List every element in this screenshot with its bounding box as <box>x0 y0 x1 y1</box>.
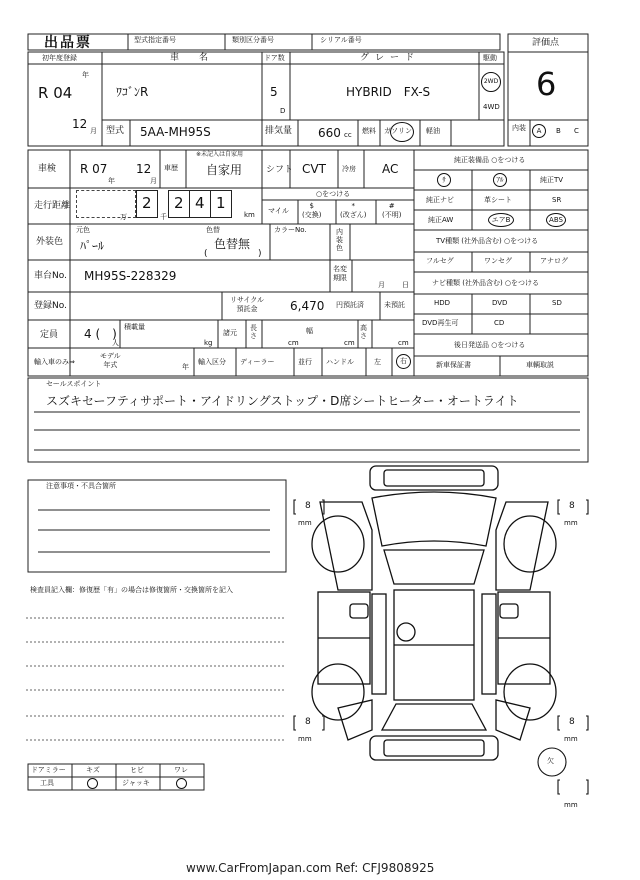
sales-point-label: セールスポイント <box>46 380 102 388</box>
doors-sub: D <box>280 107 286 115</box>
tamper-label: * (改ざん) <box>340 202 367 219</box>
jack-circled-mark <box>176 778 187 789</box>
legend-header-scratch: キズ <box>86 766 100 774</box>
legend-header-mirror: ドアミラー <box>31 766 66 774</box>
displacement-unit: cc <box>344 131 352 139</box>
height-unit: cm <box>398 339 409 347</box>
load-unit: kg <box>204 339 213 347</box>
recycle-label: リサイクル 預託金 <box>230 296 265 313</box>
color-no-label: カラーNo. <box>274 226 307 234</box>
chassis-label: 車台No. <box>34 271 67 281</box>
mileage-digit-4: 2 <box>174 194 184 212</box>
color-label: 外装色 <box>36 237 64 247</box>
ac-value: AC <box>382 162 399 176</box>
right-circled: 右 <box>396 354 411 369</box>
genuine-item-9: ABS <box>546 213 566 227</box>
genuine-title: 純正装備品 ○をつける <box>454 156 526 164</box>
tread-rear-left: 8 <box>305 717 311 727</box>
mileage-check-note: ○をつける <box>316 190 351 198</box>
mile-label: マイル <box>268 207 289 215</box>
name-change-day: 日 <box>402 281 409 289</box>
genuine-item-7: 純正AW <box>428 216 454 224</box>
tread-rr-unit: mm <box>564 735 578 743</box>
dims-label: 諸元 <box>223 329 237 337</box>
height-label: 高さ <box>360 324 367 340</box>
interior-c: C <box>574 127 579 135</box>
navi-item-4: DVD再生可 <box>422 319 459 327</box>
docs-item-2: 車輌取説 <box>526 361 554 369</box>
model-approval-label: 型式指定番号 <box>134 36 176 44</box>
car-diagram <box>312 466 556 760</box>
doors-value: 5 <box>270 85 278 99</box>
tread-front-left: 8 <box>305 501 311 511</box>
inspection-year-unit: 年 <box>108 177 115 185</box>
tv-item-3: アナログ <box>540 257 568 265</box>
form-title: 出品票 <box>44 35 92 51</box>
length-unit: cm <box>288 339 299 347</box>
model-year-label: モデル 年式 <box>100 352 121 369</box>
name-change-label: 名変 期限 <box>333 265 347 282</box>
man-unit: 万 <box>120 213 127 221</box>
mileage-digit-3: 2 <box>142 194 152 212</box>
inspection-year: R 07 <box>80 162 108 176</box>
reg-no-label: 登録No. <box>34 301 67 311</box>
capacity-value: 4 ( ) <box>84 327 117 341</box>
fuel-label: 燃料 <box>362 127 376 135</box>
navi-item-3: SD <box>552 299 562 307</box>
navi-item-2: DVD <box>492 299 508 307</box>
color-change-value: 色替無 <box>214 237 251 251</box>
tread-fr-unit: mm <box>564 519 578 527</box>
handle-label: ハンドル <box>326 358 354 366</box>
first-reg-year-unit: 年 <box>82 71 89 79</box>
dealer-label: ディーラー <box>240 358 275 366</box>
length-label: 長さ <box>250 324 257 340</box>
drive-label: 駆動 <box>483 54 497 62</box>
drive-4wd: 4WD <box>483 103 500 111</box>
interior-b: B <box>556 127 561 135</box>
name-change-month: 月 <box>378 281 385 289</box>
grade-label: グレード <box>360 53 421 63</box>
tv-title: TV種類 (社外品含む) ○をつける <box>436 237 539 245</box>
tools-circled-mark <box>87 778 98 789</box>
inspection-month: 12 <box>136 162 152 176</box>
genuine-item-1: ｻ <box>437 173 451 187</box>
capacity-label: 定員 <box>40 330 59 340</box>
inspection-month-unit: 月 <box>150 177 157 185</box>
first-reg-era-year: R 04 <box>38 84 73 102</box>
import-label: 輸入車のみ⇒ <box>34 358 75 366</box>
navi-title: ナビ種類 (社外品含む) ○をつける <box>432 279 540 287</box>
diesel-label: 軽油 <box>426 127 440 135</box>
history-note: ※未記入は自家用 <box>196 151 244 158</box>
parallel-label: 並行 <box>298 358 312 366</box>
mileage-digit-6: 1 <box>216 194 226 212</box>
tread-front-right: 8 <box>569 501 575 511</box>
fuel-circle-mark <box>390 122 414 142</box>
footer-watermark: www.CarFromJapan.com Ref: CFJ9808925 <box>186 861 435 875</box>
history-label: 車歴 <box>164 164 178 172</box>
tv-item-1: フルセグ <box>426 257 454 265</box>
sen-unit: 千 <box>160 213 167 221</box>
model-label: 型式 <box>106 126 125 136</box>
navi-item-5: CD <box>494 319 505 327</box>
spare-tire-label: 欠 <box>547 757 554 765</box>
orig-color-label: 元色 <box>76 226 90 234</box>
car-name-label: 車名 <box>170 53 229 63</box>
load-label: 積載量 <box>124 323 145 331</box>
km-unit: km <box>244 211 255 219</box>
left-label: 左 <box>374 358 381 366</box>
genuine-item-5: 革シート <box>484 196 512 204</box>
spare-unit: mm <box>564 801 578 809</box>
genuine-item-3: 純正TV <box>540 176 564 184</box>
mileage-label: 走行距離 <box>34 201 71 211</box>
grade-points-label: 評価点 <box>532 38 560 48</box>
interior-a-circled: A <box>532 124 546 138</box>
car-name-value: ﾜｺﾞﾝR <box>116 85 149 99</box>
docs-title: 後日発送品 ○をつける <box>454 341 526 349</box>
recycle-status: 円預託済 <box>336 301 364 309</box>
capacity-unit: 人 <box>112 339 119 347</box>
displacement-label: 排気量 <box>265 126 293 136</box>
legend-header-broken: ワレ <box>174 766 188 774</box>
recycle-unpaid: 未預託 <box>384 301 405 309</box>
legend-header-crack: ヒビ <box>130 766 144 774</box>
recycle-value: 6,470 <box>290 299 325 313</box>
grade-value: HYBRID FX-S <box>346 85 431 99</box>
color-change-label: 色替 <box>206 226 220 234</box>
mileage-box-group-1 <box>76 190 136 218</box>
mileage-divider-2 <box>210 190 211 218</box>
inspection-label: 車検 <box>38 164 57 174</box>
docs-item-1: 新車保証書 <box>436 361 471 369</box>
mileage-divider-1 <box>189 190 190 218</box>
legend-tools: 工具 <box>40 779 54 787</box>
interior-label: 内装 <box>512 124 526 132</box>
color-paren-open: ( <box>204 249 208 259</box>
displacement-value: 660 <box>318 126 341 140</box>
grade-points-value: 6 <box>536 65 557 103</box>
orig-color-value: ﾊﾟｰﾙ <box>80 239 105 253</box>
mileage-digit-5: 4 <box>195 194 205 212</box>
sales-point-text: スズキセーフティサポート・アイドリングストップ・D席シートヒーター・オートライト <box>46 394 519 408</box>
chassis-value: MH95S-228329 <box>84 269 177 283</box>
first-reg-month-unit: 月 <box>90 127 97 135</box>
first-reg-label: 初年度登録 <box>42 54 77 62</box>
genuine-item-4: 純正ナビ <box>426 196 454 204</box>
caution-label: 注意事項・不具合箇所 <box>46 482 116 490</box>
history-value: 自家用 <box>206 163 243 177</box>
tread-fl-unit: mm <box>298 519 312 527</box>
genuine-item-6: SR <box>552 196 562 204</box>
genuine-item-2: ｱﾙ <box>493 173 507 187</box>
model-value: 5AA-MH95S <box>140 125 211 139</box>
import-type-label: 輸入区分 <box>198 358 226 366</box>
class-no-label: 類別区分番号 <box>232 36 274 44</box>
unknown-label: # (不明) <box>382 202 402 219</box>
width-unit: cm <box>344 339 355 347</box>
shift-label: シフト <box>266 165 294 175</box>
tread-rear-right: 8 <box>569 717 575 727</box>
inspector-label: 検査員記入欄：修復歴「有」の場合は修復箇所・交換箇所を記入 <box>30 586 233 594</box>
doors-label: ドア数 <box>264 54 285 62</box>
width-label: 幅 <box>306 327 313 335</box>
tv-item-2: ワンセグ <box>484 257 512 265</box>
interior-color-label: 内装色 <box>336 228 343 252</box>
fuel-value: ガソリン <box>384 127 412 135</box>
navi-item-1: HDD <box>434 299 451 307</box>
exchange-label: $ (交換) <box>302 202 322 219</box>
legend-jack: ジャッキ <box>122 779 150 787</box>
shift-value: CVT <box>302 162 326 176</box>
color-paren-close: ) <box>258 249 262 259</box>
first-reg-month: 12 <box>72 117 88 131</box>
import-year-unit: 年 <box>182 363 189 371</box>
genuine-item-8: エアB <box>488 213 514 227</box>
serial-no-label: シリアル番号 <box>320 36 362 44</box>
tread-rl-unit: mm <box>298 735 312 743</box>
drive-2wd-circled: 2WD <box>481 72 501 92</box>
ac-label: 冷房 <box>342 165 356 173</box>
